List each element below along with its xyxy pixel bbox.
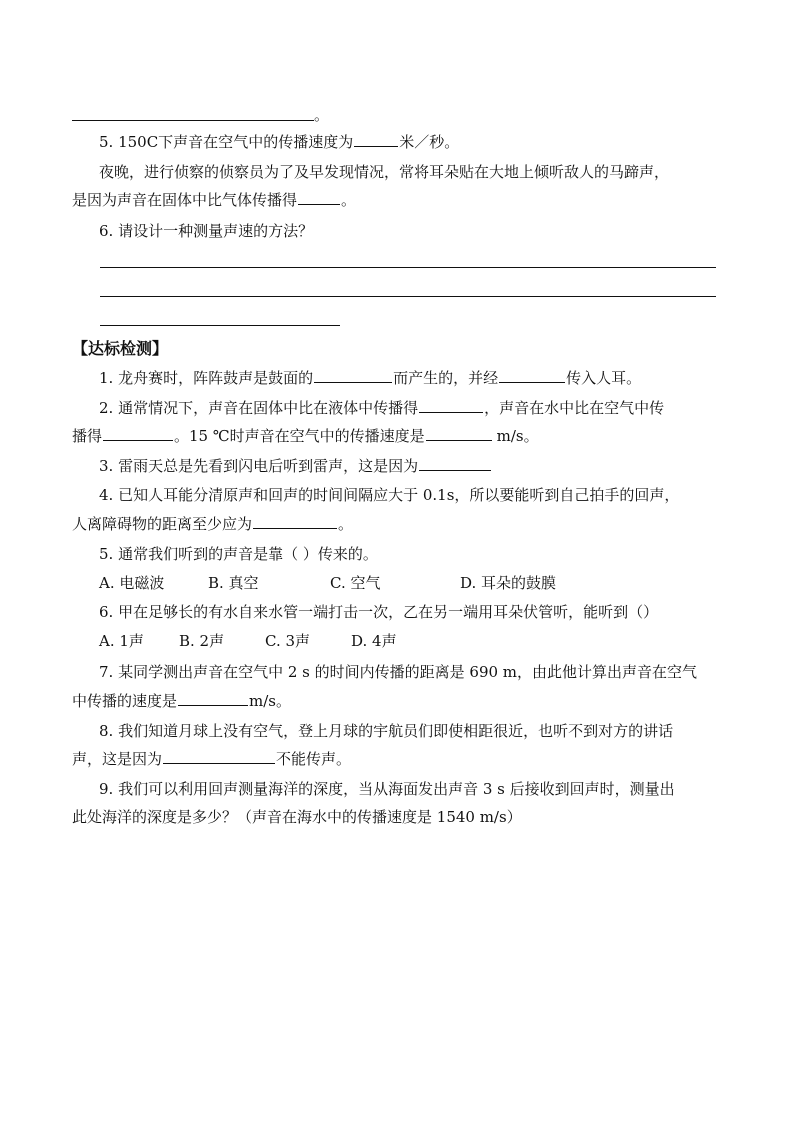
question-9-line2: 此处海洋的深度是多少？（声音在海水中的传播速度是 1540 m/s） (72, 808, 522, 826)
answer-line (100, 325, 340, 326)
question-6-pipe: 6. 甲在足够长的有水自来水管一端打击一次，乙在另一端用耳朵伏管听，能听到（） (99, 603, 659, 621)
question-8-line2: 声，这是因为 不能传声。 (72, 750, 352, 768)
question-7-line1: 7. 某同学测出声音在空气中 2 s 的时间内传播的距离是 690 m，由此他计算出声音在空气 (99, 663, 698, 681)
question-3: 3. 雷雨天总是先看到闪电后听到雷声，这是因为 (99, 455, 734, 477)
answer-blank[interactable] (163, 748, 275, 764)
night-paragraph-line1: 夜晚，进行侦察的侦察员为了及早发现情况，常将耳朵贴在大地上倾听敌人的马蹄声， (99, 163, 670, 181)
question-5-speed: 5. 150C下声音在空气中的传播速度为 米／秒。 (99, 133, 460, 151)
question-4-line2: 人离障碍物的距离至少应为 。 (72, 515, 354, 533)
question-5-medium: 5. 通常我们听到的声音是靠（ ）传来的。 (99, 545, 378, 563)
answer-blank[interactable] (419, 397, 483, 413)
answer-blank[interactable] (314, 367, 392, 383)
option-c[interactable]: C. 3声 (265, 632, 311, 650)
punctuation: 。 (314, 106, 330, 124)
answer-line (100, 296, 716, 297)
option-b[interactable]: B. 真空 (208, 574, 259, 592)
answer-blank[interactable] (103, 425, 173, 441)
option-a[interactable]: A. 电磁波 (99, 574, 165, 592)
answer-blank[interactable] (253, 513, 337, 529)
question-9-line1: 9. 我们可以利用回声测量海洋的深度，当从海面发出声音 3 s 后接收到回声时，测量出 (99, 780, 675, 798)
question-1: 1. 龙舟赛时，阵阵鼓声是鼓面的 而产生的，并经 传入人耳。 (99, 369, 642, 387)
question-8-line1: 8. 我们知道月球上没有空气，登上月球的宇航员们即使相距很近，也听不到对方的讲话 (99, 722, 674, 740)
section-heading: 【达标检测】 (72, 339, 169, 358)
question-5-options (99, 572, 734, 594)
answer-line (72, 120, 314, 121)
night-paragraph-line2: 是因为声音在固体中比气体传播得 。 (72, 191, 357, 209)
option-d[interactable]: D. 4声 (351, 632, 397, 650)
answer-blank[interactable] (426, 425, 492, 441)
answer-line (100, 267, 716, 268)
question-2-line2: 播得 。15 ℃时声音在空气中的传播速度是 m/s。 (72, 427, 539, 445)
answer-blank[interactable] (419, 455, 491, 471)
question-7-line2: 中传播的速度是 m/s。 (72, 692, 291, 710)
answer-blank[interactable] (298, 189, 340, 205)
option-d[interactable]: D. 耳朵的鼓膜 (460, 574, 557, 592)
question-6-options (99, 630, 734, 652)
question-4-line1: 4. 已知人耳能分清原声和回声的时间间隔应大于 0.1s，所以要能听到自己拍手的回声， (99, 486, 680, 504)
answer-blank[interactable] (354, 131, 398, 147)
question-2-line1: 2. 通常情况下，声音在固体中比在液体中传播得 ，声音在水中比在空气中传 (99, 399, 665, 417)
option-a[interactable]: A. 1声 (99, 632, 144, 650)
answer-blank[interactable] (499, 367, 565, 383)
answer-blank[interactable] (178, 690, 248, 706)
option-c[interactable]: C. 空气 (330, 574, 381, 592)
question-6-method: 6. 请设计一种测量声速的方法？ (99, 222, 314, 240)
option-b[interactable]: B. 2声 (179, 632, 225, 650)
